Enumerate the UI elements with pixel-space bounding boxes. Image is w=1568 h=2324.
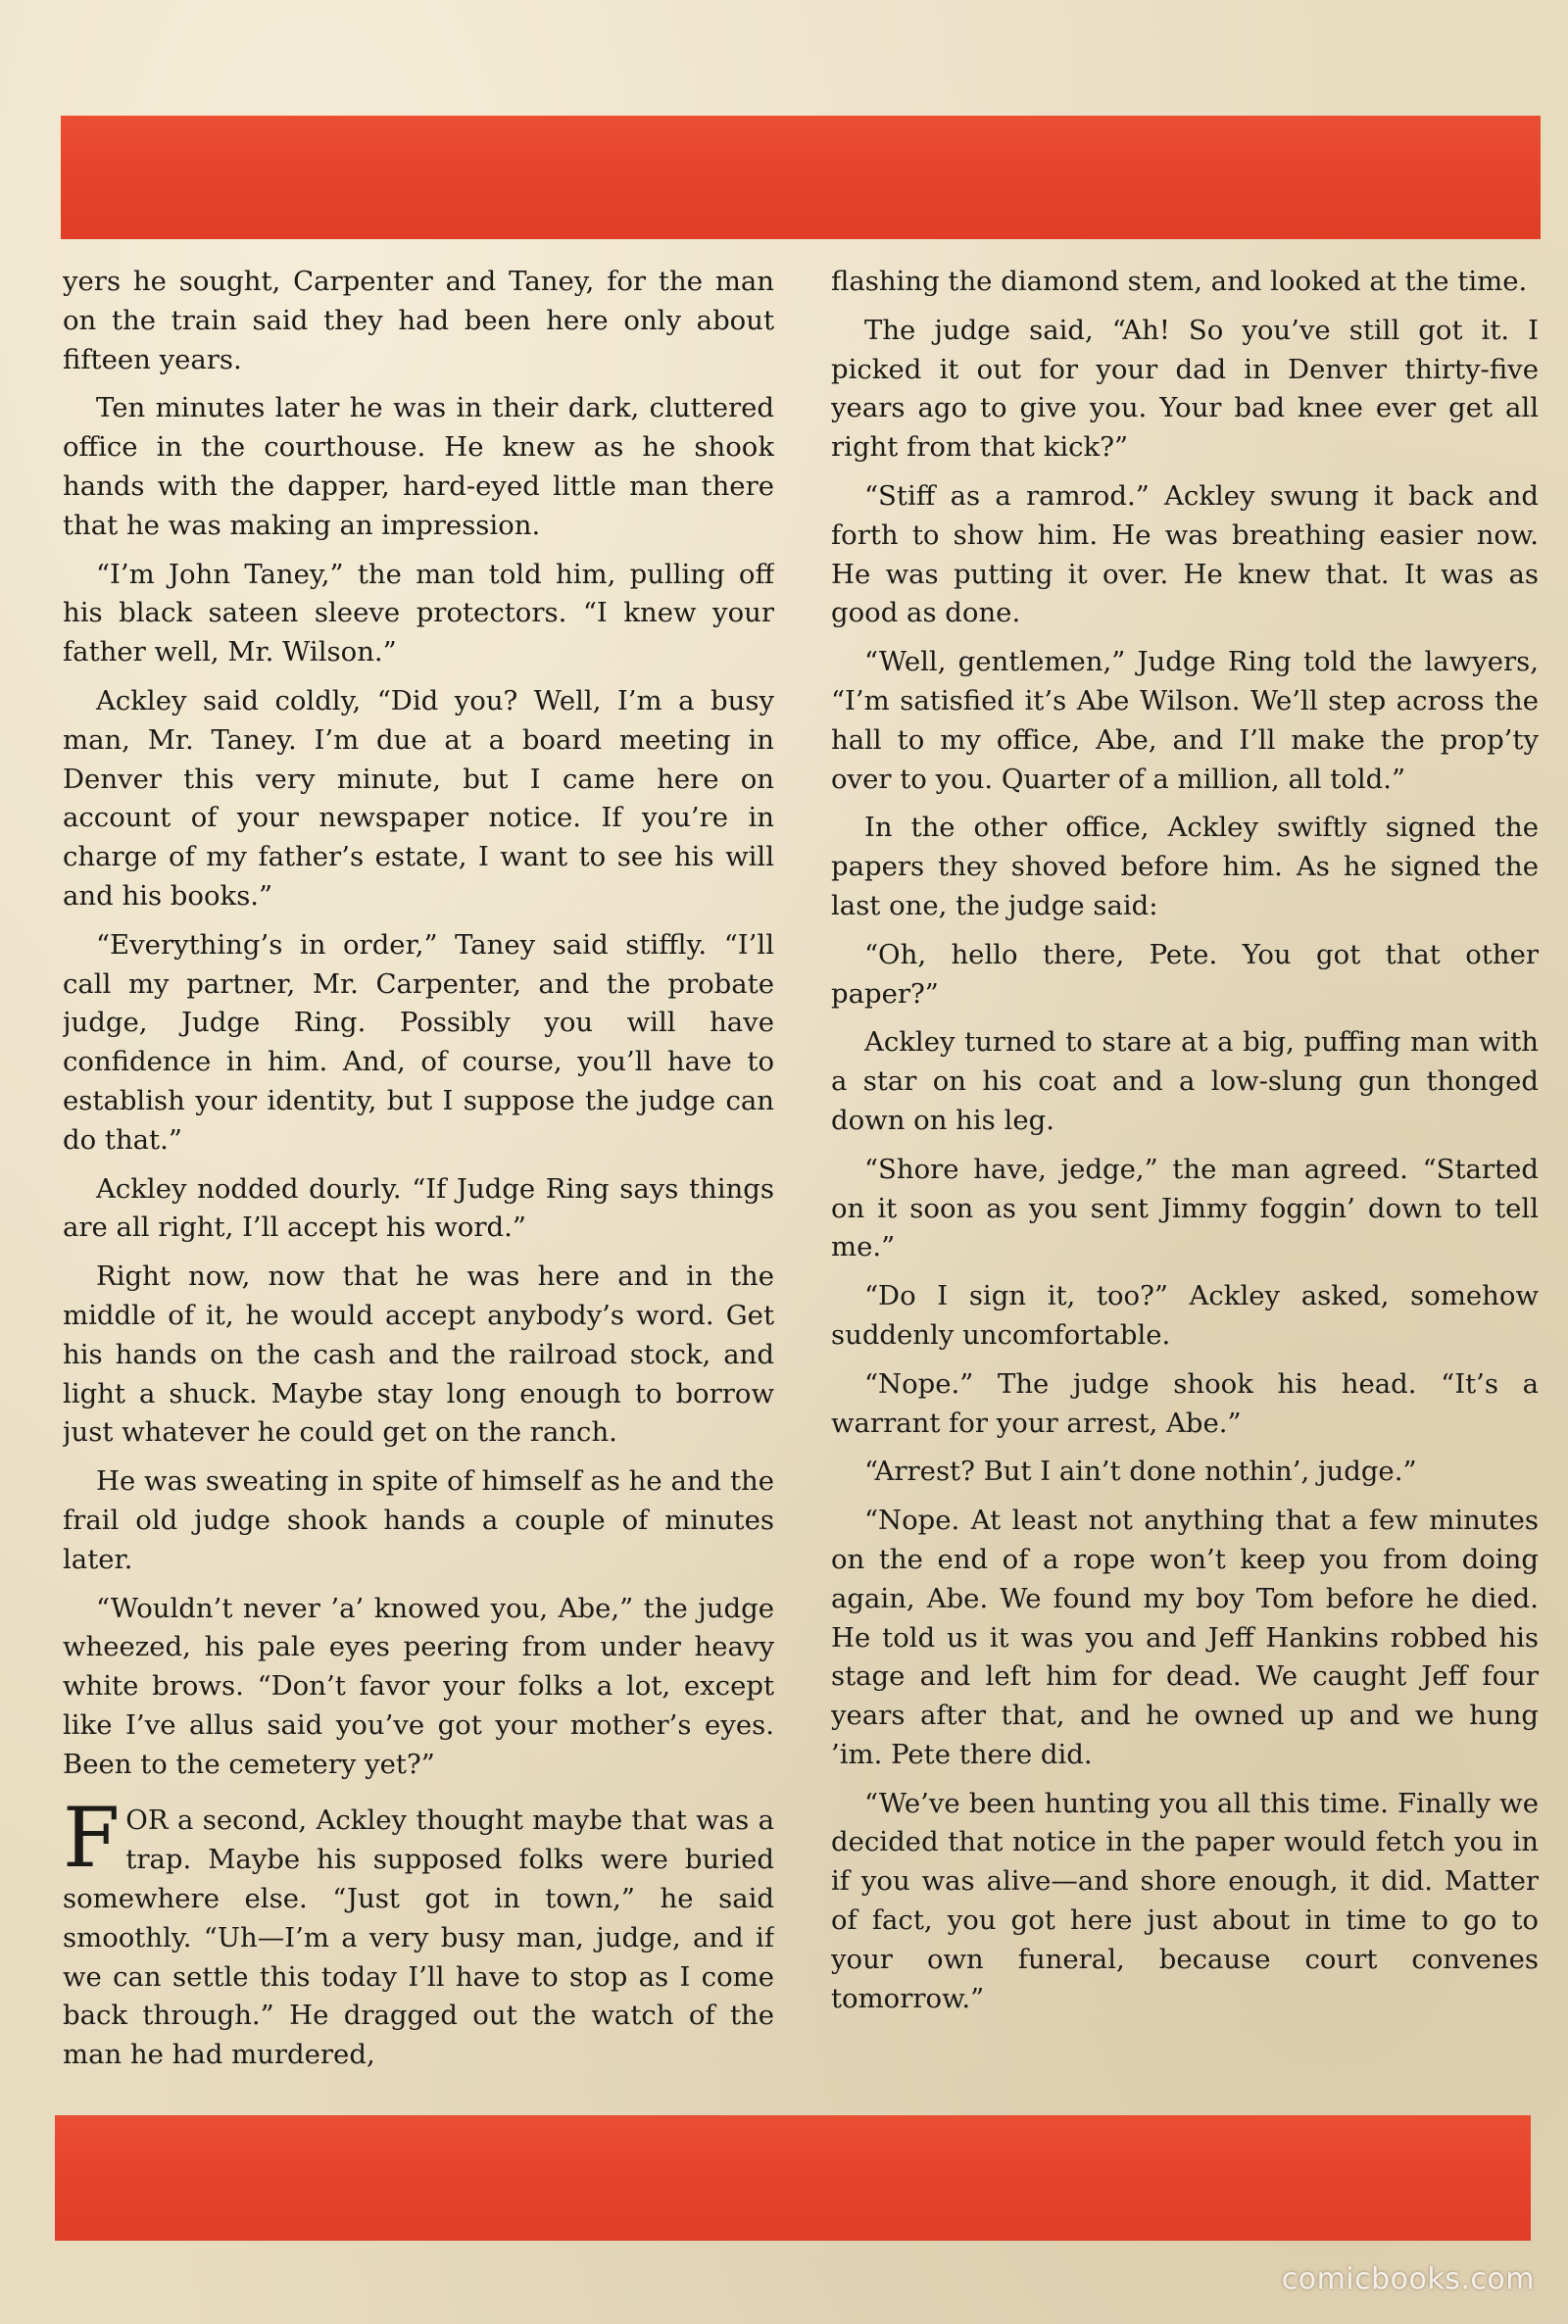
paragraph: In the other office, Ackley swiftly signed the papers they shoved before him. As he signed the last one, the judge said:	[831, 812, 1539, 921]
paragraph: “Well, gentlemen,” Judge Ring told the lawyers, “I’m satisfied it’s Abe Wilson. We’ll step across the hall to my office, Abe, and I’ll make the prop’ty over to you. Quarter of a million, all told.”	[831, 646, 1539, 795]
paragraph: flashing the diamond stem, and looked at the time.	[831, 266, 1528, 297]
paragraph: yers he sought, Carpenter and Taney, for the man on the train said they had been here only about fifteen years.	[63, 266, 774, 375]
paragraph: He was sweating in spite of himself as he and the frail old judge shook hands a couple of minutes later.	[63, 1465, 774, 1575]
drop-cap-letter: F	[63, 1790, 121, 1887]
paragraph: “Do I sign it, too?” Ackley asked, somehow suddenly uncomfortable.	[831, 1280, 1539, 1351]
drop-cap-paragraph-text: a second, Ackley thought maybe that was a trap. Maybe his supposed folks were buried somewhere else. “Just got in town,” he said smoothly. “Uh—I’m a very busy man, judge, and if we can settle this today I’ll have to stop as I come back through.” He dragged out the watch of the man he had murdered,	[63, 1805, 774, 2071]
paragraph: Ackley turned to stare at a big, puffing man with a star on his coat and a low-slung gun thonged down on his leg.	[831, 1026, 1539, 1136]
paragraph: “Everything’s in order,” Taney said stiffly. “I’ll call my partner, Mr. Carpenter, and the probate judge, Judge Ring. Possibly you will have confidence in him. And, of course, you’ll have to establish your identity, but I suppose the judge can do that.”	[63, 928, 774, 1156]
paragraph: “Nope. At least not anything that a few minutes on the end of a rope won’t keep you from doing again, Abe. We found my boy Tom before he died. He told us it was you and Jeff Hankins robbed his stage and left him for dead. We caught Jeff four years after that, and he owned up and we hung ’im. Pete there did.	[831, 1505, 1539, 1770]
top-red-band	[61, 116, 1541, 239]
paragraph: Ackley nodded dourly. “If Judge Ring says things are all right, I’ll accept his word.”	[63, 1172, 774, 1244]
paragraph: “Wouldn’t never ’a’ knowed you, Abe,” the judge wheezed, his pale eyes peering from under heavy white brows. “Don’t favor your folks a lot, except like I’ve allus said you’ve got your mother’s eyes. Been to the cemetery yet?”	[63, 1592, 774, 1780]
paragraph: “Shore have, jedge,” the man agreed. “Started on it soon as you sent Jimmy foggin’ down to tell me.”	[831, 1153, 1539, 1263]
paragraph: “We’ve been hunting you all this time. Finally we decided that notice in the paper would fetch you in if you was alive—and shore enough, it did. Matter of fact, you got here just about in time to go to your own funeral, because court convenes tomorrow.”	[831, 1787, 1539, 2014]
paragraph: “Oh, hello there, Pete. You got that other paper?”	[831, 938, 1539, 1010]
drop-cap-smallcaps: OR	[125, 1805, 169, 1837]
paragraph: Ackley said coldly, “Did you? Well, I’m a busy man, Mr. Taney. I’m due at a board meeting in Denver this very minute, but I came here on account of your newspaper notice. If you’re in charge of my father’s estate, I want to see his will and his books.”	[63, 684, 774, 912]
paragraph: Right now, now that he was here and in the middle of it, he would accept anybody’s word. Get his hands on the cash and the railroad stock, and light a shuck. Maybe stay long enough to borrow just whatever he could get on the ranch.	[63, 1261, 774, 1449]
watermark: comicbooks.com	[1281, 2262, 1535, 2297]
right-text-column	[831, 263, 1539, 2096]
left-text-column	[63, 263, 774, 2096]
dropcap-paragraph	[63, 1790, 774, 2075]
paragraph: “I’m John Taney,” the man told him, pulling off his black sateen sleeve protectors. “I knew your father well, Mr. Wilson.”	[63, 558, 774, 668]
paragraph: “Arrest? But I ain’t done nothin’, judge.”	[864, 1456, 1417, 1488]
bottom-red-band	[55, 2115, 1531, 2241]
paragraph: “Nope.” The judge shook his head. “It’s a warrant for your arrest, Abe.”	[831, 1367, 1539, 1439]
paragraph: “Stiff as a ramrod.” Ackley swung it back and forth to show him. He was breathing easier now. He was putting it over. He knew that. It was as good as done.	[831, 479, 1539, 629]
paragraph: Ten minutes later he was in their dark, cluttered office in the courthouse. He knew as he shook hands with the dapper, hard-eyed little man there that he was making an impression.	[63, 392, 774, 541]
paragraph: The judge said, “Ah! So you’ve still got it. I picked it out for your dad in Denver thirty-five years ago to give you. Your bad knee ever get all right from that kick?”	[831, 314, 1539, 464]
